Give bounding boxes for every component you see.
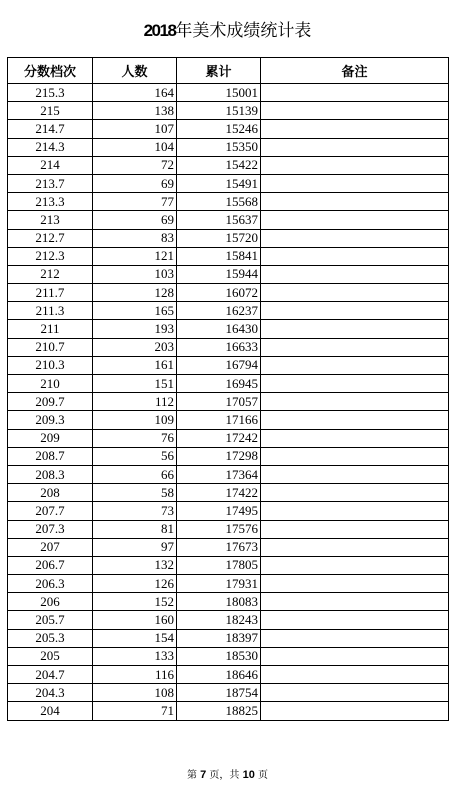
note-cell <box>261 702 449 720</box>
score-cell: 210.7 <box>8 338 93 356</box>
total-cell: 17298 <box>177 447 261 465</box>
count-cell: 128 <box>93 284 177 302</box>
table-row <box>8 465 449 483</box>
header-count: 人数 <box>93 58 177 84</box>
score-cell: 212 <box>8 265 93 283</box>
total-cell: 17422 <box>177 484 261 502</box>
score-cell: 209.3 <box>8 411 93 429</box>
count-cell: 66 <box>93 465 177 483</box>
total-cell: 15637 <box>177 211 261 229</box>
table-row <box>8 702 449 720</box>
table-row <box>8 629 449 647</box>
note-cell <box>261 538 449 556</box>
score-cell: 208.7 <box>8 447 93 465</box>
note-cell <box>261 411 449 429</box>
score-cell: 206.3 <box>8 575 93 593</box>
total-cell: 17495 <box>177 502 261 520</box>
count-cell: 126 <box>93 575 177 593</box>
table-row <box>8 647 449 665</box>
count-cell: 71 <box>93 702 177 720</box>
count-cell: 160 <box>93 611 177 629</box>
score-cell: 212.7 <box>8 229 93 247</box>
footer-prefix: 第 <box>186 770 201 781</box>
score-table <box>7 57 449 721</box>
note-cell <box>261 156 449 174</box>
table-row <box>8 174 449 192</box>
note-cell <box>261 174 449 192</box>
footer-suffix: 页 <box>254 770 269 781</box>
count-cell: 121 <box>93 247 177 265</box>
total-cell: 15944 <box>177 265 261 283</box>
page-footer <box>0 768 455 783</box>
total-cell: 18825 <box>177 702 261 720</box>
score-cell: 205 <box>8 647 93 665</box>
table-row <box>8 302 449 320</box>
page-title <box>0 20 455 42</box>
table-row <box>8 284 449 302</box>
count-cell: 76 <box>93 429 177 447</box>
score-cell: 208 <box>8 484 93 502</box>
note-cell <box>261 302 449 320</box>
table-row <box>8 393 449 411</box>
score-cell: 207 <box>8 538 93 556</box>
count-cell: 72 <box>93 156 177 174</box>
count-cell: 81 <box>93 520 177 538</box>
score-cell: 213 <box>8 211 93 229</box>
total-cell: 15001 <box>177 84 261 102</box>
note-cell <box>261 247 449 265</box>
total-cell: 16633 <box>177 338 261 356</box>
count-cell: 161 <box>93 356 177 374</box>
table-row <box>8 229 449 247</box>
total-cell: 18083 <box>177 593 261 611</box>
note-cell <box>261 229 449 247</box>
score-cell: 215.3 <box>8 84 93 102</box>
count-cell: 69 <box>93 211 177 229</box>
score-cell: 205.7 <box>8 611 93 629</box>
note-cell <box>261 447 449 465</box>
table-row <box>8 356 449 374</box>
count-cell: 112 <box>93 393 177 411</box>
score-cell: 211.3 <box>8 302 93 320</box>
total-cell: 18646 <box>177 666 261 684</box>
note-cell <box>261 375 449 393</box>
count-cell: 103 <box>93 265 177 283</box>
total-cell: 16794 <box>177 356 261 374</box>
table-row <box>8 156 449 174</box>
score-cell: 211 <box>8 320 93 338</box>
table-row <box>8 593 449 611</box>
score-cell: 204 <box>8 702 93 720</box>
title-year: 2018 <box>143 21 176 40</box>
note-cell <box>261 284 449 302</box>
total-cell: 16072 <box>177 284 261 302</box>
score-cell: 215 <box>8 102 93 120</box>
header-note: 备注 <box>261 58 449 84</box>
count-cell: 151 <box>93 375 177 393</box>
count-cell: 77 <box>93 193 177 211</box>
table-row <box>8 684 449 702</box>
note-cell <box>261 265 449 283</box>
score-cell: 207.7 <box>8 502 93 520</box>
header-total: 累计 <box>177 58 261 84</box>
score-cell: 210 <box>8 375 93 393</box>
count-cell: 203 <box>93 338 177 356</box>
total-cell: 17576 <box>177 520 261 538</box>
header-score: 分数档次 <box>8 58 93 84</box>
score-cell: 213.7 <box>8 174 93 192</box>
count-cell: 107 <box>93 120 177 138</box>
count-cell: 108 <box>93 684 177 702</box>
score-cell: 210.3 <box>8 356 93 374</box>
count-cell: 69 <box>93 174 177 192</box>
note-cell <box>261 502 449 520</box>
count-cell: 132 <box>93 556 177 574</box>
score-cell: 211.7 <box>8 284 93 302</box>
total-cell: 15841 <box>177 247 261 265</box>
score-cell: 207.3 <box>8 520 93 538</box>
score-cell: 208.3 <box>8 465 93 483</box>
table-row <box>8 611 449 629</box>
header-row <box>8 58 449 84</box>
total-cell: 17166 <box>177 411 261 429</box>
table-row <box>8 193 449 211</box>
table-row <box>8 538 449 556</box>
score-cell: 204.3 <box>8 684 93 702</box>
score-cell: 206.7 <box>8 556 93 574</box>
score-cell: 209.7 <box>8 393 93 411</box>
table-row <box>8 429 449 447</box>
table-row <box>8 484 449 502</box>
count-cell: 165 <box>93 302 177 320</box>
note-cell <box>261 666 449 684</box>
total-cell: 18243 <box>177 611 261 629</box>
count-cell: 133 <box>93 647 177 665</box>
footer-total-pages: 10 <box>242 769 255 781</box>
note-cell <box>261 338 449 356</box>
total-cell: 17805 <box>177 556 261 574</box>
score-cell: 214.3 <box>8 138 93 156</box>
table-row <box>8 102 449 120</box>
note-cell <box>261 429 449 447</box>
count-cell: 116 <box>93 666 177 684</box>
note-cell <box>261 84 449 102</box>
note-cell <box>261 520 449 538</box>
table-row <box>8 666 449 684</box>
table-row <box>8 138 449 156</box>
note-cell <box>261 684 449 702</box>
count-cell: 109 <box>93 411 177 429</box>
note-cell <box>261 465 449 483</box>
note-cell <box>261 629 449 647</box>
note-cell <box>261 611 449 629</box>
total-cell: 16945 <box>177 375 261 393</box>
total-cell: 15139 <box>177 102 261 120</box>
count-cell: 164 <box>93 84 177 102</box>
total-cell: 18754 <box>177 684 261 702</box>
count-cell: 193 <box>93 320 177 338</box>
count-cell: 58 <box>93 484 177 502</box>
total-cell: 15568 <box>177 193 261 211</box>
note-cell <box>261 138 449 156</box>
count-cell: 154 <box>93 629 177 647</box>
note-cell <box>261 356 449 374</box>
total-cell: 17057 <box>177 393 261 411</box>
table-row <box>8 502 449 520</box>
total-cell: 15422 <box>177 156 261 174</box>
note-cell <box>261 556 449 574</box>
total-cell: 15720 <box>177 229 261 247</box>
note-cell <box>261 575 449 593</box>
table-row <box>8 520 449 538</box>
total-cell: 18397 <box>177 629 261 647</box>
count-cell: 97 <box>93 538 177 556</box>
table-row <box>8 211 449 229</box>
score-cell: 205.3 <box>8 629 93 647</box>
total-cell: 17931 <box>177 575 261 593</box>
table-row <box>8 265 449 283</box>
table-row <box>8 120 449 138</box>
total-cell: 16430 <box>177 320 261 338</box>
note-cell <box>261 393 449 411</box>
total-cell: 17673 <box>177 538 261 556</box>
score-cell: 214.7 <box>8 120 93 138</box>
score-cell: 214 <box>8 156 93 174</box>
footer-page-number: 7 <box>200 769 207 781</box>
count-cell: 104 <box>93 138 177 156</box>
score-cell: 206 <box>8 593 93 611</box>
note-cell <box>261 193 449 211</box>
table-row <box>8 411 449 429</box>
note-cell <box>261 320 449 338</box>
table-row <box>8 556 449 574</box>
footer-middle: 页，共 <box>206 770 243 781</box>
total-cell: 17364 <box>177 465 261 483</box>
score-cell: 212.3 <box>8 247 93 265</box>
total-cell: 18530 <box>177 647 261 665</box>
total-cell: 17242 <box>177 429 261 447</box>
total-cell: 15350 <box>177 138 261 156</box>
note-cell <box>261 484 449 502</box>
count-cell: 73 <box>93 502 177 520</box>
count-cell: 152 <box>93 593 177 611</box>
table-row <box>8 375 449 393</box>
total-cell: 16237 <box>177 302 261 320</box>
total-cell: 15246 <box>177 120 261 138</box>
note-cell <box>261 211 449 229</box>
note-cell <box>261 647 449 665</box>
count-cell: 138 <box>93 102 177 120</box>
note-cell <box>261 593 449 611</box>
table-row <box>8 447 449 465</box>
total-cell: 15491 <box>177 174 261 192</box>
score-cell: 213.3 <box>8 193 93 211</box>
table-row <box>8 84 449 102</box>
table-row <box>8 320 449 338</box>
table-row <box>8 338 449 356</box>
count-cell: 56 <box>93 447 177 465</box>
title-text: 年美术成绩统计表 <box>175 21 312 41</box>
table-body <box>8 84 449 721</box>
note-cell <box>261 120 449 138</box>
score-cell: 209 <box>8 429 93 447</box>
note-cell <box>261 102 449 120</box>
score-cell: 204.7 <box>8 666 93 684</box>
count-cell: 83 <box>93 229 177 247</box>
table-row <box>8 247 449 265</box>
table-row <box>8 575 449 593</box>
